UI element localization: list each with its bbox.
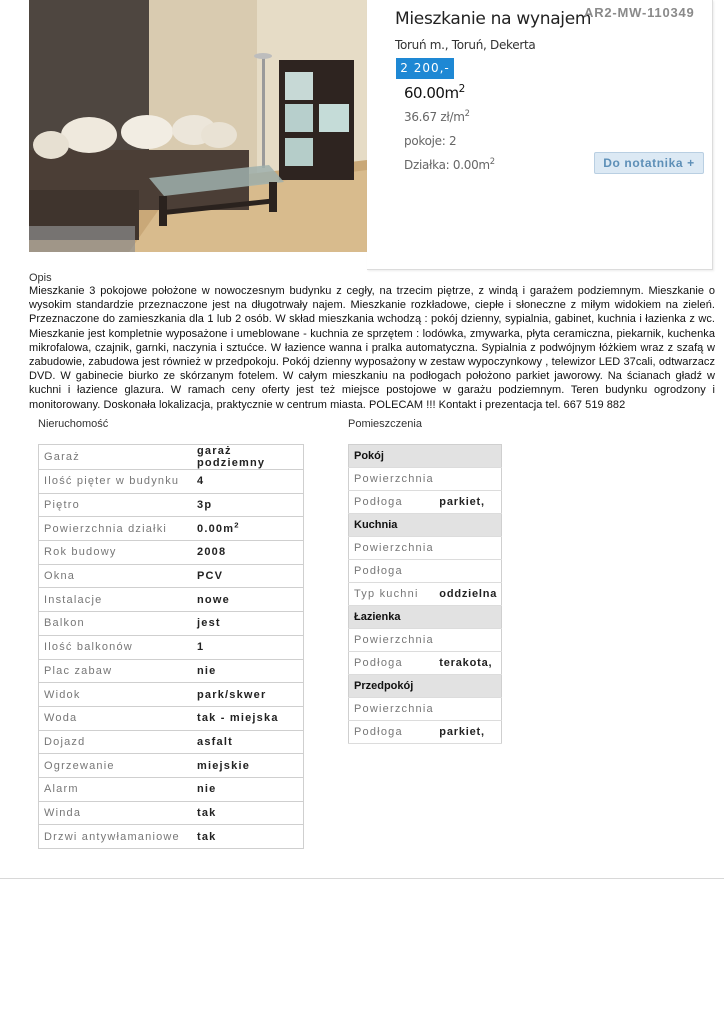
room-row (349, 698, 502, 721)
property-row (39, 612, 304, 636)
room-header (349, 514, 502, 537)
property-value: park/skwer (192, 683, 304, 707)
room-row (349, 629, 502, 652)
room-key: Powierzchnia (349, 468, 440, 491)
property-value: nowe (192, 588, 304, 612)
property-row (39, 470, 304, 494)
property-value: $0.00m^2$ (192, 517, 304, 541)
property-key: Ilość balkonów (39, 635, 193, 659)
rooms-count: pokoje: 2 (404, 134, 457, 148)
room-row (349, 560, 502, 583)
property-table (38, 444, 304, 849)
property-key: Balkon (39, 612, 193, 636)
property-key: Powierzchnia działki (39, 517, 193, 541)
room-header (349, 445, 502, 468)
property-section-label: Nieruchomość (38, 418, 109, 430)
property-row (39, 493, 304, 517)
room-name: Pokój (349, 445, 502, 468)
room-row (349, 491, 502, 514)
listing-location: Toruń m., Toruń, Dekerta (395, 38, 536, 52)
plot-area: Działka: $0.00m^2$ (404, 156, 495, 172)
property-row (39, 801, 304, 825)
property-key: Ogrzewanie (39, 754, 193, 778)
description-text: Mieszkanie 3 pokojowe położone w nowoczesnym budynku z cegły, na trzecim piętrze, z windą i garażem podziemnym. Mieszkanie o wysokim standardzie przeznaczone jest na długotrwały najem. Mieszkanie rozkładowe, ciepłe i słoneczne z miłym widokiem na zieleń. Przeznaczone do zamieszkania dla 1 lub 2 osób. W skład mieszkania wchodzą : pokój dzienny, sypialnia, gabinet, kuchnia i łazienka z wc. Mieszkanie jest kompletnie wyposażone i umeblowane - kuchnia ze sprzętem : lodówka, zmywarka, płyta ceramiczna, piekarnik, kuchenka mikrofalowa, czajnik, garnki, naczynia i sztućce. W łazience wanna i pralka automatyczna. Sypialnia z podwójnym łóżkiem wraz z szafą w zabudowie, zabudowa jest również w przedpokoju. Pokój dzienny wyposażony w zestaw wypoczynkowy , telewizor LED 37cali, odtwarzacz DVD. W gabinecie biurko ze skórzanym fotelem. W całym mieszkaniu na podłogach położono parkiet jaworowy. Na ścianach gładź w kuchni i łazience glazura. W ramach ceny oferty jest też miejsce postojowe w garażu podziemnym. Teren budynku ogrodzony i monitorowany. Doskonała lokalizacja, praktycznie w centrum miasta. POLECAM !!! Kontakt i prezentacja tel. 667 519 882 (29, 285, 715, 411)
description-label: Opis (29, 272, 52, 284)
room-value: parkiet, (439, 491, 501, 514)
room-row (349, 652, 502, 675)
room-value (439, 537, 501, 560)
room-value: terakota, (439, 652, 501, 675)
property-row (39, 730, 304, 754)
room-key: Powierzchnia (349, 537, 440, 560)
footer-divider (0, 878, 724, 879)
room-key: Powierzchnia (349, 698, 440, 721)
property-value: tak (192, 801, 304, 825)
room-value (439, 560, 501, 583)
property-row (39, 635, 304, 659)
property-value: jest (192, 612, 304, 636)
price-badge: 2 200,- (396, 58, 454, 79)
price-per-meter: 36.67 $zł/m^2$ (404, 108, 470, 124)
property-row (39, 541, 304, 565)
room-key: Podłoga (349, 652, 440, 675)
property-value: 2008 (192, 541, 304, 565)
property-row (39, 659, 304, 683)
rooms-section-label: Pomieszczenia (348, 418, 422, 430)
room-row (349, 721, 502, 744)
property-key: Instalacje (39, 588, 193, 612)
room-header (349, 675, 502, 698)
room-row (349, 537, 502, 560)
add-to-notebook-button[interactable]: Do notatnika + (594, 152, 704, 174)
room-key: Powierzchnia (349, 629, 440, 652)
property-value: nie (192, 659, 304, 683)
property-key: Woda (39, 706, 193, 730)
room-header (349, 606, 502, 629)
room-value (439, 629, 501, 652)
room-value (439, 698, 501, 721)
property-key: Alarm (39, 777, 193, 801)
property-row (39, 445, 304, 470)
room-key: Podłoga (349, 721, 440, 744)
room-value: oddzielna (439, 583, 501, 606)
property-value: asfalt (192, 730, 304, 754)
property-value: 3p (192, 493, 304, 517)
listing-photo[interactable] (29, 0, 367, 252)
property-row (39, 588, 304, 612)
listing-reference: AR2-MW-110349 (584, 5, 695, 20)
property-row (39, 564, 304, 588)
property-value: 1 (192, 635, 304, 659)
property-row (39, 683, 304, 707)
property-key: Plac zabaw (39, 659, 193, 683)
property-row (39, 706, 304, 730)
property-value: nie (192, 777, 304, 801)
property-row (39, 517, 304, 541)
property-row (39, 754, 304, 778)
property-value: 4 (192, 470, 304, 494)
room-row (349, 583, 502, 606)
property-value: PCV (192, 564, 304, 588)
property-key: Drzwi antywłamaniowe (39, 825, 193, 849)
property-key: Dojazd (39, 730, 193, 754)
rooms-table (348, 444, 502, 744)
property-value: miejskie (192, 754, 304, 778)
room-key: Typ kuchni (349, 583, 440, 606)
property-row (39, 777, 304, 801)
room-value (439, 468, 501, 491)
listing-area: $60.00m^2$ (404, 83, 465, 102)
property-row (39, 825, 304, 849)
room-name: Przedpokój (349, 675, 502, 698)
property-key: Rok budowy (39, 541, 193, 565)
room-name: Łazienka (349, 606, 502, 629)
property-key: Ilość pięter w budynku (39, 470, 193, 494)
property-key: Okna (39, 564, 193, 588)
room-key: Podłoga (349, 560, 440, 583)
property-value: garaż podziemny (192, 445, 304, 470)
property-key: Piętro (39, 493, 193, 517)
property-key: Winda (39, 801, 193, 825)
property-value: tak - miejska (192, 706, 304, 730)
room-row (349, 468, 502, 491)
room-key: Podłoga (349, 491, 440, 514)
property-key: Widok (39, 683, 193, 707)
listing-title: Mieszkanie na wynajem (395, 9, 592, 29)
room-name: Kuchnia (349, 514, 502, 537)
property-value: tak (192, 825, 304, 849)
property-key: Garaż (39, 445, 193, 470)
room-value: parkiet, (439, 721, 501, 744)
